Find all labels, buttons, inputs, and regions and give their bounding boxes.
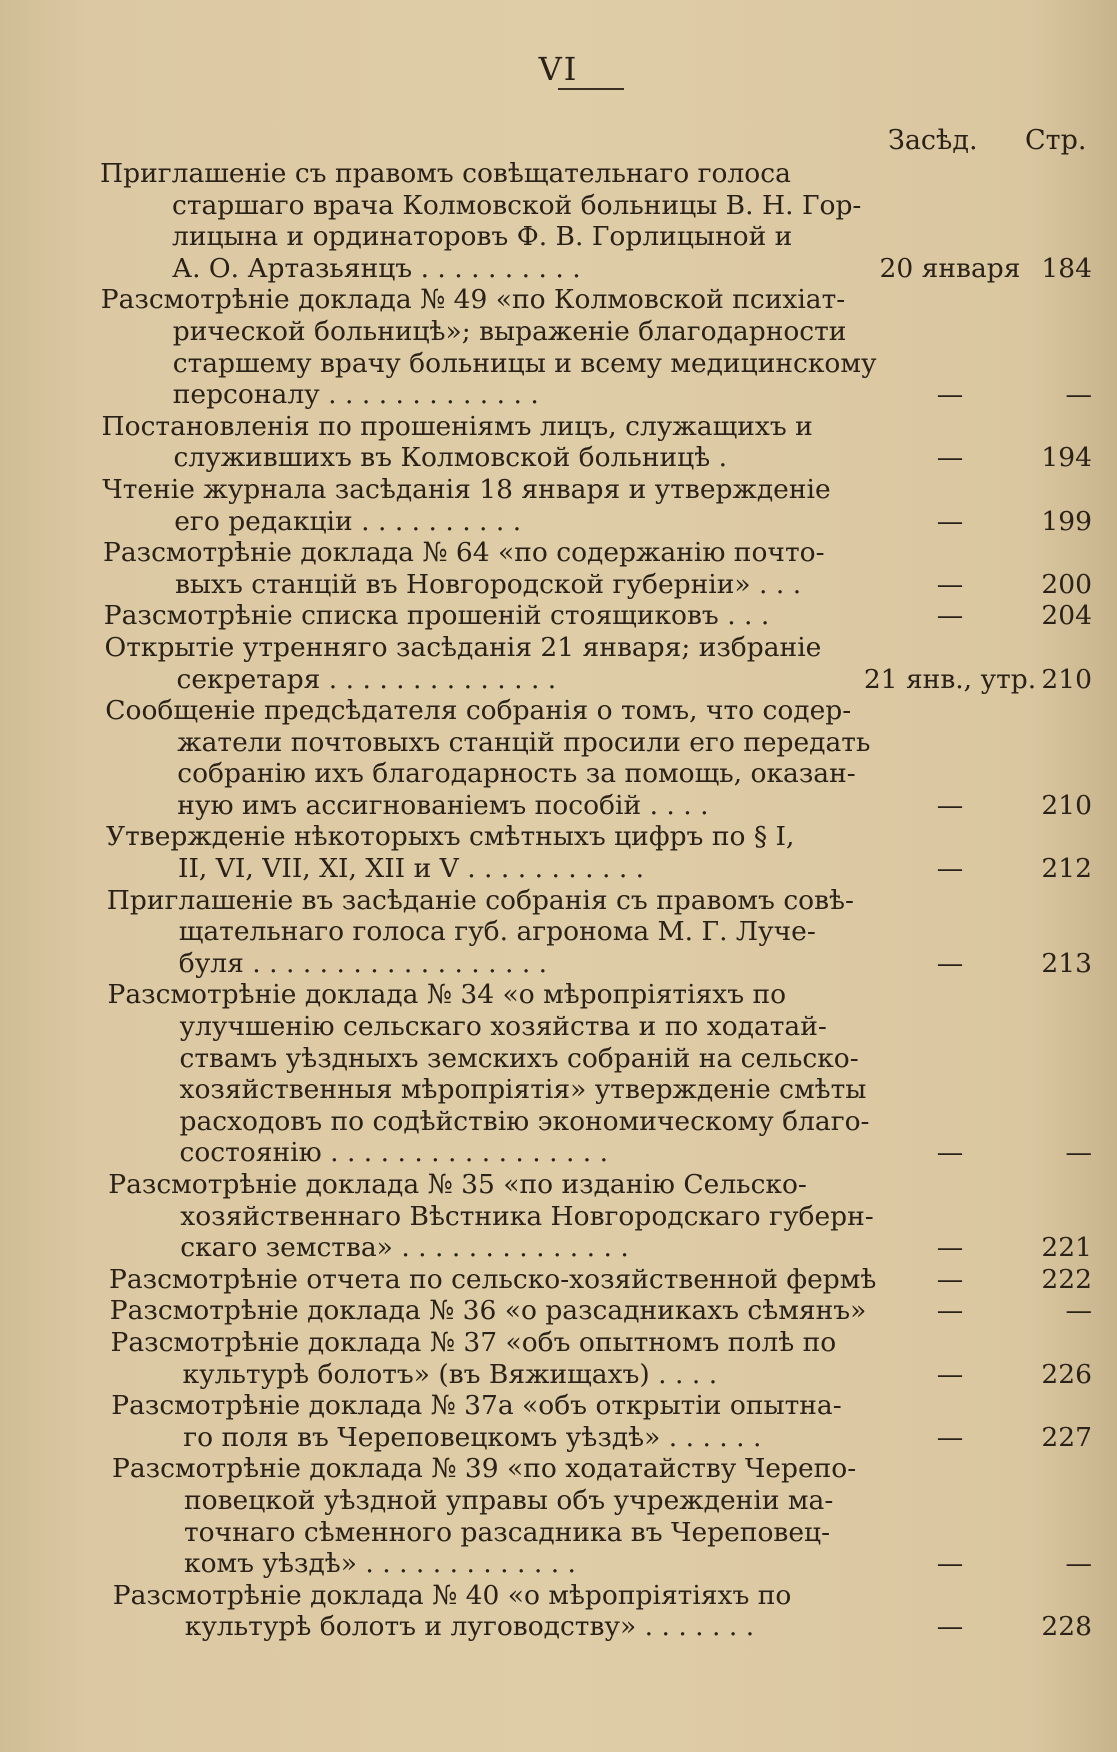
toc-entry-page: 200 [1041, 568, 1092, 600]
toc-entry [0, 821, 1117, 884]
toc-entry-session: — [936, 853, 964, 885]
toc-entry-page: 210 [1041, 789, 1092, 821]
toc-entry-text: Разсмотрѣніе доклада № 37а «объ открытіи опытна- [111, 1390, 842, 1422]
page-number: VI [538, 50, 579, 88]
toc-entry-page: 227 [1041, 1421, 1092, 1453]
toc-entry-line [0, 379, 1117, 411]
toc-entry-line [0, 1137, 1117, 1169]
toc-entry-text: служившихъ въ Колмовской больницѣ . [173, 442, 728, 474]
toc-entry-line [0, 1422, 1117, 1454]
toc-entry-line [0, 1074, 1117, 1106]
toc-entry-line [0, 695, 1117, 727]
toc-entry-line [0, 1390, 1117, 1422]
toc-entry-text: расходовъ по содѣйствію экономическому благо- [179, 1105, 870, 1137]
toc-entry-text: лицына и ординаторовъ Ф. В. Горлицыной и [172, 221, 793, 253]
toc-entry-session: — [936, 1232, 964, 1264]
toc-entry-text: жатели почтовыхъ станцій просили его передать [177, 726, 871, 758]
toc-entry-session: — [936, 1263, 964, 1295]
toc-entry-line [0, 253, 1117, 285]
column-header-page: Стр. [1025, 125, 1087, 156]
toc-entry-text: Разсмотрѣніе доклада № 36 «о разсадникахъ сѣмянъ» [109, 1295, 867, 1327]
toc-entry-session: — [936, 1137, 964, 1169]
toc-entry-session: 21 янв., утр. [863, 663, 1037, 695]
toc-entry-page: 226 [1041, 1358, 1092, 1390]
toc-entry-line [0, 474, 1117, 506]
toc-entry [0, 1453, 1117, 1579]
toc-entry [0, 1580, 1117, 1643]
toc-entry-line [0, 411, 1117, 443]
toc-entry-text: комъ уѣздѣ» . . . . . . . . . . . . . [184, 1548, 576, 1580]
toc-entry-text: ствамъ уѣздныхъ земскихъ собраній на сельско- [179, 1042, 859, 1074]
toc-entry-text: буля . . . . . . . . . . . . . . . . . . [178, 947, 548, 979]
toc-entry-text: Приглашеніе въ засѣданіе собранія съ правомъ совѣ- [106, 884, 854, 916]
toc-entry-page: 199 [1041, 505, 1092, 537]
toc-entry-text: старшаго врача Колмовской больницы В. Н. Гор- [172, 189, 862, 221]
toc-entry-page: 212 [1041, 853, 1092, 885]
toc-entry-line [0, 1106, 1117, 1138]
toc-entry-line [0, 284, 1117, 316]
toc-entry-text: Утвержденіе нѣкоторыхъ смѣтныхъ цифръ по § I, [106, 821, 795, 853]
toc-entry-line [0, 1580, 1117, 1612]
toc-entry-text: щательнаго голоса губ. агронома М. Г. Луче- [178, 916, 816, 948]
toc-entry-text: рической больницѣ»; выраженіе благодарности [172, 315, 847, 347]
toc-entry-text: Разсмотрѣніе отчета по сельско-хозяйственной фермѣ [109, 1263, 877, 1295]
toc-entry-text: секретаря . . . . . . . . . . . . . . [176, 663, 557, 695]
toc-entry-line [0, 1201, 1117, 1233]
toc-entry-text: Разсмотрѣніе доклада № 64 «по содержанію почто- [103, 537, 825, 569]
toc-entry-page: 222 [1041, 1263, 1092, 1295]
toc-entry-text: культурѣ болотъ и луговодству» . . . . . . . [184, 1611, 755, 1643]
toc-entry-page: 194 [1041, 442, 1092, 474]
toc-entry-line [0, 979, 1117, 1011]
toc-entry-text: его редакціи . . . . . . . . . . [174, 505, 522, 537]
toc-entry-text: II, VI, VII, XI, XII и V . . . . . . . . . . . [178, 853, 645, 885]
toc-entry-session: — [936, 442, 964, 474]
toc-entry-text: Чтеніе журнала засѣданія 18 января и утвержденіе [102, 473, 831, 505]
toc-entry-line [0, 853, 1117, 885]
toc-entry-page: — [1065, 1295, 1092, 1327]
toc-entry-text: Разсмотрѣніе доклада № 37 «объ опытномъ полѣ по [110, 1326, 837, 1358]
toc-entry [0, 537, 1117, 600]
toc-entry [0, 284, 1117, 410]
toc-entry-text: хозяйственныя мѣропріятія» утвержденіе смѣты [179, 1074, 867, 1106]
toc-entry-line [0, 948, 1117, 980]
toc-entry-text: Разсмотрѣніе доклада № 35 «по изданію Сельско- [108, 1169, 807, 1200]
toc-entry-text: Сообщеніе предсѣдателя собранія о томъ, что содер- [105, 695, 852, 727]
toc-entry-line [0, 1453, 1117, 1485]
toc-entry [0, 1264, 1117, 1296]
toc-entry-page: — [1065, 1137, 1092, 1169]
toc-entry-session: — [936, 379, 964, 411]
toc-entry [0, 1169, 1117, 1264]
toc-entry-line [0, 1327, 1117, 1359]
toc-entry-line [0, 885, 1117, 917]
table-of-contents [0, 158, 1117, 1643]
toc-entry-session: — [936, 505, 964, 537]
toc-entry-text: Разсмотрѣніе доклада № 39 «по ходатайству Черепо- [112, 1453, 857, 1485]
toc-entry-page: — [1065, 1548, 1092, 1580]
toc-entry-line [0, 1517, 1117, 1549]
toc-entry-text: собранію ихъ благодарность за помощь, оказан- [177, 758, 856, 790]
toc-entry [0, 979, 1117, 1169]
toc-entry-line [0, 1548, 1117, 1580]
toc-entry-line [0, 790, 1117, 822]
toc-entry-text: улучшенію сельскаго хозяйства и по ходатай- [179, 1011, 827, 1043]
toc-entry-line [0, 442, 1117, 474]
toc-entry-page: 228 [1041, 1611, 1092, 1643]
toc-entry-text: выхъ станцій въ Новгородской губерніи» . . . [175, 568, 802, 600]
toc-entry [0, 1327, 1117, 1390]
toc-entry [0, 1295, 1117, 1327]
toc-entry-text: Разсмотрѣніе доклада № 40 «о мѣропріятіяхъ по [112, 1579, 792, 1611]
toc-entry-session: — [936, 1358, 964, 1390]
toc-entry-session: — [936, 789, 964, 821]
toc-entry-session: — [936, 568, 964, 600]
toc-entry-line [0, 916, 1117, 948]
toc-entry-text: состоянію . . . . . . . . . . . . . . . . . [179, 1137, 609, 1169]
toc-entry-line [0, 1043, 1117, 1075]
toc-entry-session: — [936, 1421, 964, 1453]
toc-entry-session: 20 января [879, 252, 1021, 284]
toc-entry-session: — [936, 1295, 964, 1327]
page-number-rule [558, 88, 624, 90]
toc-entry-line [0, 1011, 1117, 1043]
toc-entry [0, 695, 1117, 821]
toc-entry-page: 213 [1041, 947, 1092, 979]
toc-entry-line [0, 600, 1117, 632]
toc-entry-line [0, 758, 1117, 790]
toc-entry-line [0, 632, 1117, 664]
toc-entry-line [0, 1611, 1117, 1643]
toc-entry [0, 1390, 1117, 1453]
toc-entry-text: старшему врачу больницы и всему медицинскому [172, 347, 877, 379]
toc-entry [0, 158, 1117, 284]
toc-entry-text: персоналу . . . . . . . . . . . . . [172, 379, 539, 411]
toc-entry-line [0, 1485, 1117, 1517]
toc-entry-text: Приглашеніе съ правомъ совѣщательнаго голоса [100, 158, 791, 189]
toc-entry-text: точнаго сѣменного разсадника въ Череповец- [184, 1516, 831, 1548]
toc-entry-text: скаго земства» . . . . . . . . . . . . . . [180, 1232, 629, 1264]
toc-entry [0, 600, 1117, 632]
toc-entry-line [0, 190, 1117, 222]
toc-entry-line [0, 348, 1117, 380]
toc-entry-line [0, 1264, 1117, 1296]
toc-entry-line [0, 221, 1117, 253]
toc-entry-text: го поля въ Череповецкомъ уѣздѣ» . . . . . . [183, 1421, 762, 1453]
toc-entry-page: 204 [1041, 600, 1092, 632]
toc-entry-session: — [936, 947, 964, 979]
toc-entry-line [0, 158, 1117, 190]
toc-entry-text: культурѣ болотъ» (въ Вяжищахъ) . . . . [182, 1358, 718, 1390]
toc-entry-session: — [936, 1611, 964, 1643]
toc-entry [0, 411, 1117, 474]
toc-entry-line [0, 506, 1117, 538]
toc-entry-text: Открытіе утренняго засѣданія 21 января; избраніе [104, 631, 822, 663]
toc-entry-line [0, 537, 1117, 569]
toc-entry [0, 474, 1117, 537]
toc-entry-session: — [936, 600, 964, 632]
toc-entry-text: ную имъ ассигнованіемъ пособій . . . . [177, 789, 709, 821]
toc-entry [0, 885, 1117, 980]
toc-entry-page: 184 [1041, 252, 1092, 284]
toc-entry-line [0, 664, 1117, 696]
toc-entry-page: 210 [1041, 663, 1092, 695]
toc-entry-line [0, 1232, 1117, 1264]
toc-entry-line [0, 569, 1117, 601]
toc-entry-text: Разсмотрѣніе списка прошеній стоящиковъ . . . [103, 600, 770, 632]
toc-entry-text: хозяйственнаго Вѣстника Новгородскаго губерн- [180, 1200, 874, 1232]
toc-entry-text: повецкой уѣздной управы объ учрежденіи ма- [184, 1484, 834, 1516]
toc-entry-text: Разсмотрѣніе доклада № 49 «по Колмовской психіат- [100, 284, 846, 316]
toc-entry-line [0, 727, 1117, 759]
column-header-session: Засѣд. [888, 125, 978, 156]
toc-entry-text: А. О. Артазьянцъ . . . . . . . . . . [172, 252, 581, 284]
toc-entry-line [0, 1359, 1117, 1391]
toc-entry-line [0, 821, 1117, 853]
toc-entry-page: — [1065, 379, 1092, 411]
toc-entry-text: Постановленія по прошеніямъ лицъ, служащихъ и [101, 410, 813, 442]
toc-entry-text: Разсмотрѣніе доклада № 34 «о мѣропріятіяхъ по [107, 979, 787, 1011]
toc-entry-line [0, 316, 1117, 348]
toc-entry-line [0, 1169, 1117, 1201]
toc-entry-page: 221 [1041, 1232, 1092, 1264]
toc-entry-line [0, 1295, 1117, 1327]
toc-entry-session: — [936, 1548, 964, 1580]
toc-entry [0, 632, 1117, 695]
